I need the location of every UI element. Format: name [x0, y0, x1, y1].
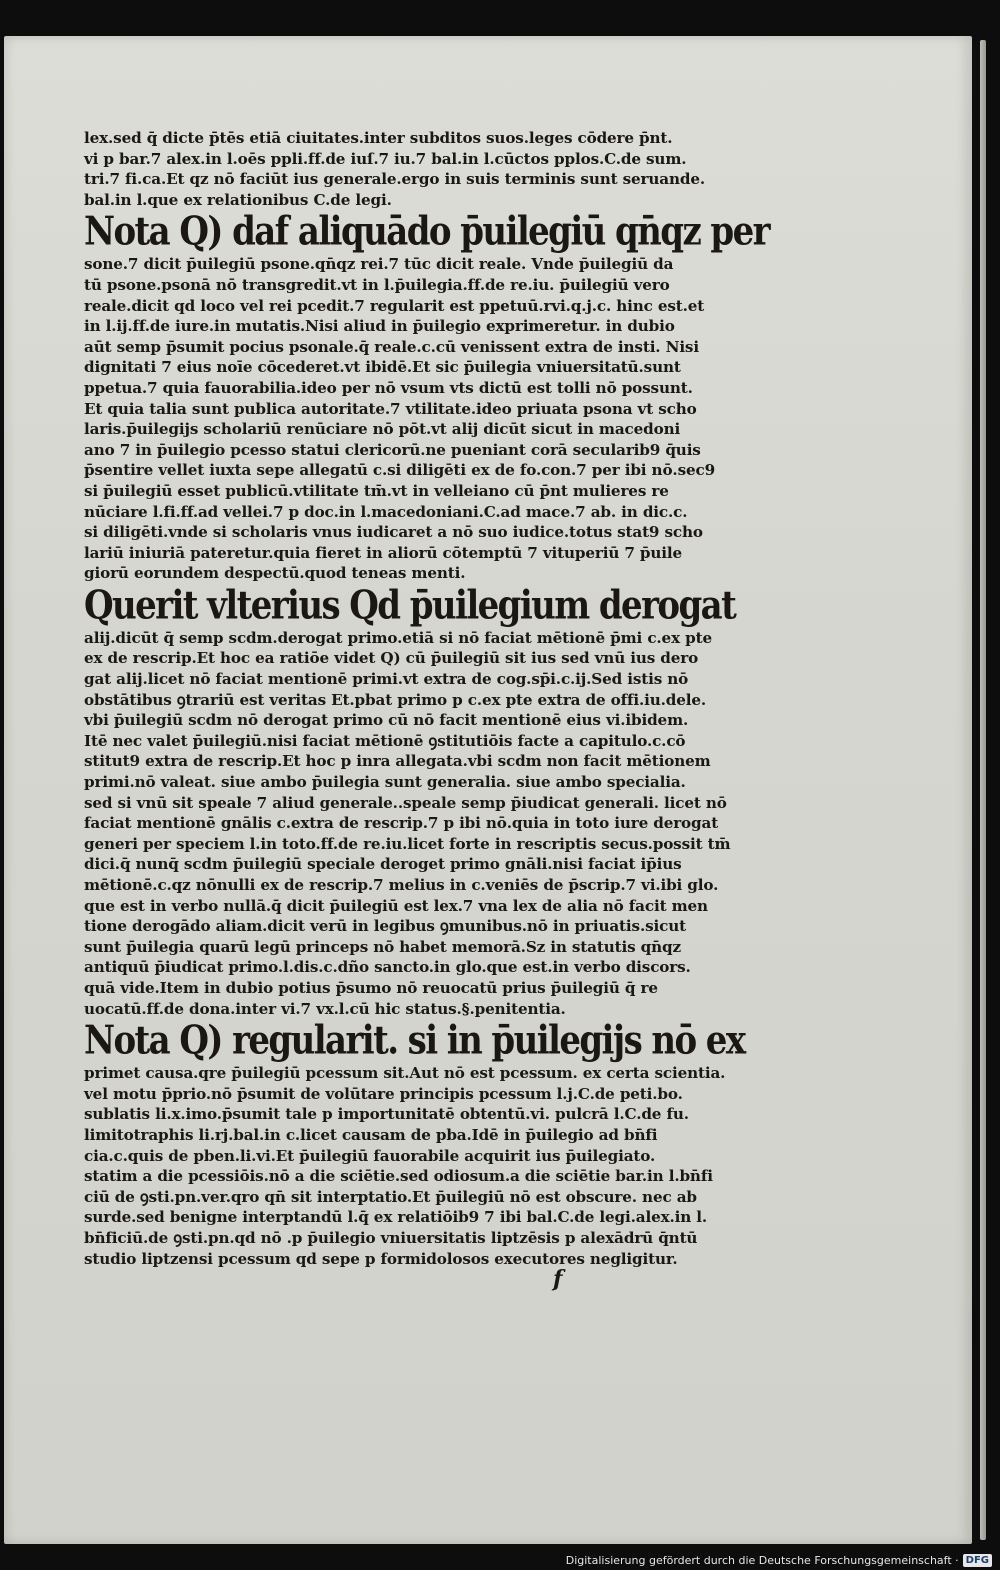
- text-line: dici.q̄ nunq̄ scdm p̄uilegiū speciale deroget primo gnāli.nisi faciat ip̄ius: [84, 855, 682, 874]
- text-line: bal.in l.que ex relationibus C.de legi.: [84, 190, 392, 209]
- footer-credit: [566, 1554, 992, 1567]
- text-line: tū psone.psonā nō transgredit.vt in l.p̄uilegia.ff.de re.iu. p̄uilegiū vero: [84, 275, 670, 294]
- text-line: reale.dicit qd loco vel rei pcedit.7 regularit est ppetuū.rvi.q.j.c. hinc est.et: [84, 296, 705, 315]
- footer-credit-text: Digitalisierung gefördert durch die Deutsche Forschungsgemeinschaft ·: [565, 1554, 959, 1567]
- section-heading: Nota Q) regularit. si in p̄uilegijs nō ex: [84, 1018, 745, 1065]
- text-line: tione derogādo aliam.dicit verū in legibus ꝯmunibus.nō in priuatis.sicut: [84, 917, 686, 936]
- text-line: ex de rescrip.Et hoc ea ratiōe videt Q) cū p̄uilegiū sit ius sed vnū ius dero: [84, 649, 699, 668]
- text-line: laris.p̄uilegijs scholariū renūciare nō pōt.vt alij dicūt sicut in macedoni: [84, 420, 681, 439]
- text-line: obstātibus ꝯtrariū est veritas Et.pbat primo p c.ex pte extra de offi.iu.dele.: [84, 690, 707, 709]
- text-line: ppetua.7 quia fauorabilia.ideo per nō vsum vts dictū est tolli nō possunt.: [84, 378, 693, 397]
- text-line: vel motu p̄prio.nō p̄sumit de volūtare principis pcessum l.j.C.de peti.bo.: [84, 1084, 683, 1103]
- signature-mark: f: [553, 1266, 563, 1292]
- text-line: Et quia talia sunt publica autoritate.7 vtilitate.ideo priuata psona vt scho: [84, 399, 697, 418]
- text-line: ciū de ꝯsti.pn.ver.qro qn̄ sit interptatio.Et p̄uilegiū nō est obscure. nec ab: [84, 1187, 697, 1206]
- text-line: primet causa.qre p̄uilegiū pcessum sit.Aut nō est pcessum. ex certa scientia.: [84, 1064, 726, 1083]
- text-line: p̄sentire vellet iuxta sepe allegatū c.si diligēti ex de fo.con.7 per ibi nō.sec9: [84, 461, 715, 480]
- text-line: sunt p̄uilegia quarū legū princeps nō habet memorā.Sz in statutis qn̄qz: [84, 937, 681, 956]
- section-heading: Nota Q) daf aliquādo p̄uilegiū qn̄qz per: [84, 209, 769, 256]
- paragraph: [84, 582, 736, 1019]
- text-line: gat alij.licet nō faciat mentionē primi.vt extra de cog.sp̄i.c.ij.Sed istis nō: [84, 670, 689, 689]
- text-line: bn̄ficiū.de ꝯsti.pn.qd nō .p p̄uilegio vniuersitatis liptzēsis p alexādrū q̄ntū: [84, 1228, 698, 1247]
- text-line: sed si vnū sit speale 7 aliud generale..speale semp p̄iudicat generali. licet nō: [84, 793, 727, 812]
- paragraph: [84, 128, 705, 210]
- text-line: aūt semp p̄sumit pocius psonale.q̄ reale.c.cū venissent extra de insti. Nisi: [84, 337, 699, 356]
- page-edge: [980, 40, 986, 1540]
- text-line: cia.c.quis de pben.li.vi.Et p̄uilegiū fauorabile acquirit ius p̄uilegiato.: [84, 1146, 656, 1165]
- text-line: primi.nō valeat. siue ambo p̄uilegia sunt generalia. siue ambo specialia.: [84, 773, 686, 792]
- text-line: faciat mentionē gnālis c.extra de rescrip.7 p ibi nō.quia in toto iure derogat: [84, 814, 719, 833]
- text-line: sublatis li.x.imo.p̄sumit tale p importunitatē obtentū.vi. pulcrā l.C.de fu.: [84, 1105, 689, 1124]
- text-line: que est in verbo nullā.q̄ dicit p̄uilegiū est lex.7 vna lex de alia nō facit men: [84, 896, 708, 915]
- text-line: uocatū.ff.de dona.inter vi.7 vx.l.cū hic status.§.penitentia.: [84, 999, 566, 1018]
- text-block: [84, 128, 769, 1269]
- text-line: antiquū p̄iudicat primo.l.dis.c.dño sancto.in glo.que est.in verbo discors.: [84, 958, 691, 977]
- text-line: stitut9 extra de rescrip.Et hoc p inra allegata.vbi scdm non facit mētionem: [84, 752, 711, 771]
- text-line: surde.sed benigne interptandū l.q̄ ex relatiōib9 7 ibi bal.C.de legi.alex.in l.: [84, 1208, 708, 1227]
- text-line: studio liptzensi pcessum qd sepe p formidolosos executores negligitur.: [84, 1249, 678, 1268]
- text-line: si diligēti.vnde si scholaris vnus iudicaret a nō suo iudice.totus stat9 scho: [84, 523, 703, 542]
- text-line: ano 7 in p̄uilegio pcesso statui clericorū.ne pueniant corā secularib9 q̄uis: [84, 440, 701, 459]
- text-line: si p̄uilegiū esset publicū.vtilitate tm̄.vt in velleiano cū p̄nt mulieres re: [84, 481, 669, 500]
- paragraph: [84, 1018, 745, 1269]
- text-line: vbi p̄uilegiū scdm nō derogat primo cū nō facit mentionē eius vi.ibidem.: [84, 711, 689, 730]
- paragraph: [84, 209, 769, 584]
- text-line: generi per speciem l.in toto.ff.de re.iu.licet forte in rescriptis secus.possit tm̄: [84, 834, 731, 853]
- text-line: mētionē.c.qz nōnulli ex de rescrip.7 melius in c.veniēs de p̄scrip.7 vi.ibi glo.: [84, 876, 719, 894]
- text-line: alij.dicūt q̄ semp scdm.derogat primo.etiā si nō faciat mētionē p̄mi c.ex pte: [84, 628, 712, 647]
- text-line: dignitati 7 eius noīe cōcederet.vt ibidē.Et sic p̄uilegia vniuersitatū.sunt: [84, 358, 681, 377]
- text-line: statim a die pcessiōis.nō a die sciētie.sed odiosum.a die sciētie bar.in l.bn̄fi: [84, 1167, 713, 1186]
- text-line: sone.7 dicit p̄uilegiū psone.qn̄qz rei.7 tūc dicit reale. Vnde p̄uilegiū da: [84, 255, 674, 274]
- text-line: in l.ij.ff.de iure.in mutatis.Nisi aliud in p̄uilegio exprimeretur. in dubio: [84, 317, 675, 336]
- text-line: vi p bar.7 alex.in l.oēs ppli.ff.de iuſ.7 iu.7 bal.in l.cūctos pplos.C.de sum.: [84, 149, 687, 168]
- dfg-logo-icon: DFG: [963, 1554, 992, 1567]
- text-line: giorū eorundem despectū.quod teneas menti.: [84, 564, 466, 583]
- text-line: Itē nec valet p̄uilegiū.nisi faciat mētionē ꝯstitutiōis facte a capitulo.c.cō: [84, 731, 686, 750]
- text-line: nūciare l.fi.ff.ad vellei.7 p doc.in l.macedoniani.C.ad mace.7 ab. in dic.c.: [84, 502, 688, 521]
- text-line: limitotraphis li.rj.bal.in c.licet causam de pba.Idē in p̄uilegio ad bn̄fi: [84, 1125, 658, 1144]
- text-line: lariū iniuriā pateretur.quia fieret in aliorū cōtemptū 7 vituperiū 7 p̄uile: [84, 543, 683, 562]
- text-line: quā vide.Item in dubio potius p̄sumo nō reuocatū prius p̄uilegiū q̄ re: [84, 978, 658, 997]
- text-line: tri.7 fi.ca.Et qz nō faciūt ius generale.ergo in suis terminis sunt seruande.: [84, 170, 705, 189]
- section-heading: Querit vlterius Qd p̄uilegium derogat: [84, 582, 736, 629]
- text-line: lex.sed q̄ dicte p̄tēs etiā ciuitates.inter subditos suos.leges cōdere p̄nt.: [84, 129, 673, 147]
